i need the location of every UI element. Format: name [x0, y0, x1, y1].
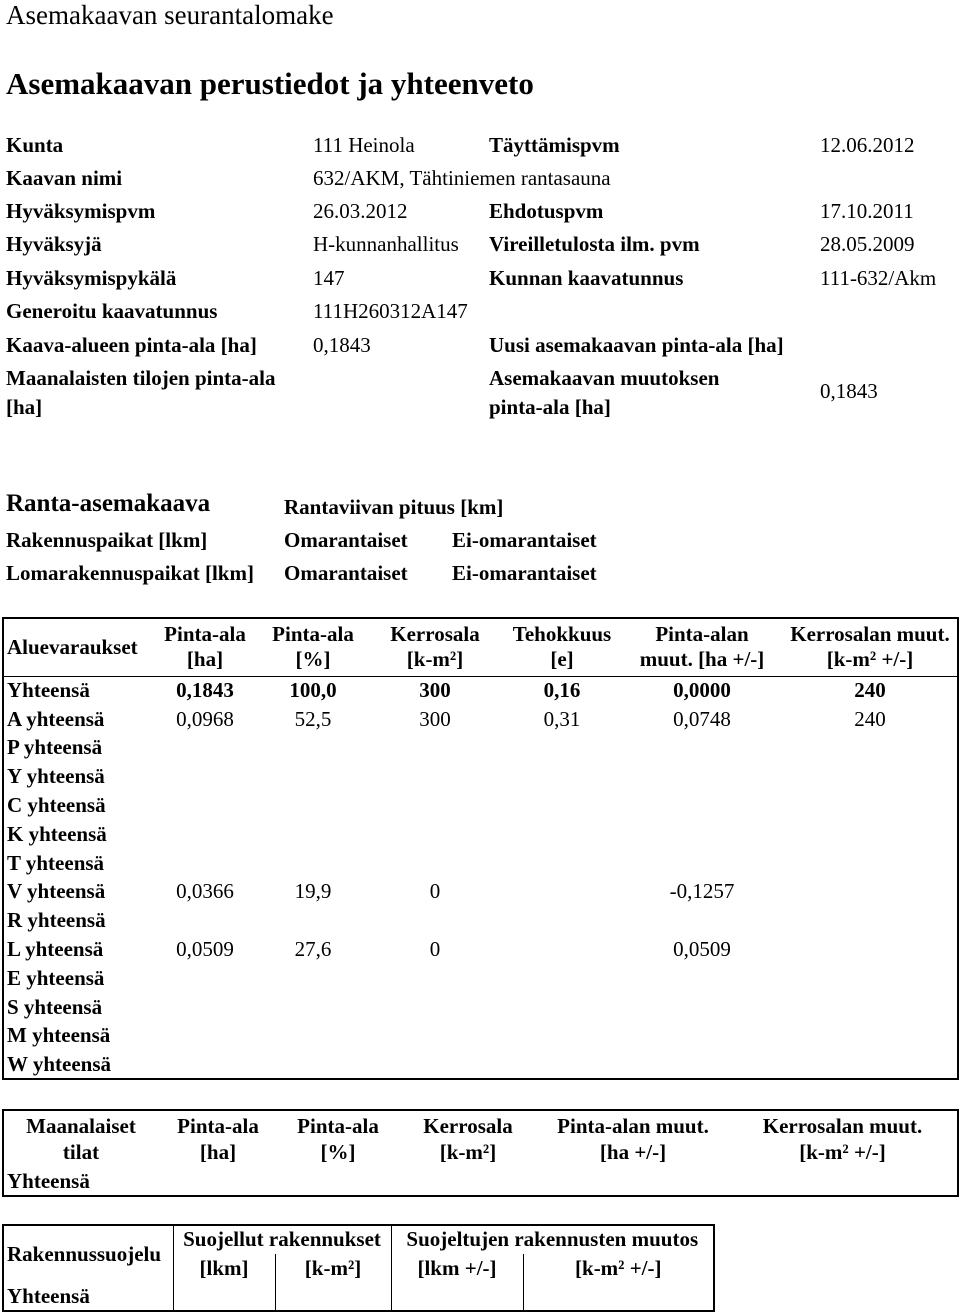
header-kerrosala [398, 1110, 538, 1168]
suojelu-total-row [3, 1283, 714, 1311]
aluevaraukset-table [2, 617, 959, 1080]
pinta-alan-muutos-cell [621, 964, 783, 993]
kerrosala-cell: 0 [429, 936, 441, 961]
pinta-ala-pct-cell: 52,5 [294, 706, 332, 731]
kerrosala-cell: 300 [419, 706, 451, 731]
tehokkuus-cell [503, 820, 621, 849]
pinta-ala-pct-cell [259, 993, 367, 1022]
pinta-alan-muutos-cell: -0,1257 [669, 879, 735, 904]
pinta-alan-muutos-cell [621, 849, 783, 878]
pinta-alan-muutos-cell [621, 820, 783, 849]
header-line2: [ha] [186, 647, 224, 672]
table-row [3, 820, 958, 849]
row-label-cell: S yhteensä [7, 994, 103, 1019]
empty-cell [278, 1168, 398, 1196]
rakennussuojelu-label: Rakennussuojelu [7, 1241, 162, 1266]
generoitu-kaavatunnus-value: 111H260312A147 [313, 299, 468, 323]
header-line2: [k-m² +/-] [799, 1139, 886, 1164]
pykala-label: Hyväksymispykälä [6, 266, 177, 290]
subheader-km2-muutos: [k-m² +/-] [523, 1254, 714, 1283]
row-label-cell: L yhteensä [7, 936, 104, 961]
ehdotuspvm-value: 17.10.2011 [820, 199, 914, 223]
table-row [3, 935, 958, 964]
kerrosala-cell [367, 1050, 503, 1079]
pinta-ala-pct-cell [259, 906, 367, 935]
row-label-cell: T yhteensä [7, 850, 105, 875]
pykala-value: 147 [313, 266, 345, 290]
kaavan-nimi-value: 632/AKM, Tähtiniemen rantasauna [313, 166, 611, 190]
tehokkuus-cell [503, 734, 621, 763]
lomarakennuspaikat-label: Lomarakennuspaikat [lkm] [6, 561, 254, 585]
empty-cell [523, 1283, 714, 1311]
hyvaksymispvm-label: Hyväksymispvm [6, 199, 156, 223]
kunnan-kaavatunnus-label: Kunnan kaavatunnus [489, 266, 684, 290]
section-title: Asemakaavan perustiedot ja yhteenveto [6, 66, 534, 101]
header-kerrosalan-muutos [783, 618, 958, 676]
header-line1: Pinta-ala [272, 622, 354, 647]
pinta-ala-pct-cell [259, 849, 367, 878]
header-line1: Pinta-alan muut. [557, 1114, 709, 1139]
subheader-lkm: [lkm] [173, 1254, 275, 1283]
row-label-cell: V yhteensä [7, 879, 106, 904]
aluevaraukset-header-row [3, 618, 958, 676]
kerrosalan-muutos-cell [783, 849, 958, 878]
hyvaksyja-label: Hyväksyjä [6, 232, 102, 256]
header-pinta-ala-ha [158, 1110, 278, 1168]
pinta-ala-pct-cell: 100,0 [289, 678, 337, 703]
table-row [3, 993, 958, 1022]
kerrosalan-muutos-cell [783, 1022, 958, 1051]
empty-cell [398, 1168, 538, 1196]
kerrosalan-muutos-cell [783, 762, 958, 791]
header-line2: [%] [295, 647, 331, 672]
empty-cell [158, 1168, 278, 1196]
header-line2: [k-m² +/-] [826, 647, 914, 672]
pinta-ala-ha-cell [151, 849, 259, 878]
header-line2: [ha] [199, 1139, 237, 1164]
kerrosala-cell [367, 762, 503, 791]
empty-cell [275, 1283, 391, 1311]
pinta-ala-ha-cell [151, 964, 259, 993]
pinta-ala-ha-cell [151, 791, 259, 820]
header-line2: [%] [320, 1139, 356, 1164]
kerrosala-cell: 300 [419, 678, 451, 703]
tehokkuus-cell [503, 906, 621, 935]
tehokkuus-cell [503, 1050, 621, 1079]
maanalaiset-total-label: Yhteensä [7, 1168, 90, 1193]
kerrosalan-muutos-cell [783, 1050, 958, 1079]
kerrosala-cell [367, 964, 503, 993]
pinta-ala-ha-cell: 0,0366 [176, 879, 234, 904]
row-label-cell: A yhteensä [7, 706, 105, 731]
maanalaisten-label-line1: Maanalaisten tilojen pinta-ala [6, 366, 276, 390]
tehokkuus-cell [503, 878, 621, 907]
kerrosala-cell [367, 906, 503, 935]
vireilletulo-value: 28.05.2009 [820, 232, 915, 256]
subheader-km2: [k-m²] [275, 1254, 391, 1283]
maanalaiset-total-row [3, 1168, 958, 1196]
empty-cell [391, 1283, 523, 1311]
pinta-ala-pct-cell: 19,9 [294, 879, 332, 904]
table-row [3, 1022, 958, 1051]
lomarakennuspaikat-omarantaiset: Omarantaiset [284, 561, 408, 585]
tehokkuus-cell [503, 1022, 621, 1051]
pinta-alan-muutos-cell: 0,0748 [673, 706, 731, 731]
header-line2: muut. [ha +/-] [639, 647, 765, 672]
header-line1: Pinta-ala [177, 1114, 259, 1139]
header-line1: Kerrosala [423, 1114, 513, 1139]
row-label-cell: P yhteensä [7, 735, 103, 760]
kerrosala-cell: 0 [429, 879, 441, 904]
row-label-cell: Yhteensä [7, 678, 90, 703]
tehokkuus-cell: 0,31 [543, 706, 581, 731]
pinta-ala-ha-cell [151, 734, 259, 763]
table-row [3, 705, 958, 734]
pinta-ala-ha-cell [151, 1050, 259, 1079]
table-row [3, 762, 958, 791]
kerrosala-cell [367, 734, 503, 763]
kerrosalan-muutos-cell [783, 993, 958, 1022]
pinta-alan-muutos-cell [621, 762, 783, 791]
header-line2: tilat [62, 1139, 100, 1164]
kaava-alue-pinta-ala-value: 0,1843 [313, 333, 371, 357]
row-label-cell: M yhteensä [7, 1023, 111, 1048]
row-label-cell: R yhteensä [7, 908, 106, 933]
ranta-title: Ranta-asemakaava [6, 490, 211, 517]
kerrosalan-muutos-cell [783, 935, 958, 964]
pinta-ala-ha-cell [151, 1022, 259, 1051]
table-row [3, 791, 958, 820]
kunnan-kaavatunnus-value: 111-632/Akm [820, 266, 937, 290]
kerrosalan-muutos-cell [783, 878, 958, 907]
table-row [3, 964, 958, 993]
header-line1: Pinta-ala [297, 1114, 379, 1139]
header-line1: Kerrosalan muut. [762, 1114, 923, 1139]
pinta-alan-muutos-cell [621, 1022, 783, 1051]
pinta-ala-pct-cell [259, 820, 367, 849]
rakennuspaikat-ei-omarantaiset: Ei-omarantaiset [452, 528, 597, 552]
table-row [3, 676, 958, 705]
subheader-lkm-muutos: [lkm +/-] [391, 1254, 523, 1283]
maanalaiset-tilat-table [2, 1109, 959, 1197]
pinta-ala-ha-cell [151, 762, 259, 791]
kerrosalan-muutos-cell: 240 [854, 706, 886, 731]
tayttamispvm-value: 12.06.2012 [820, 133, 915, 157]
tehokkuus-cell [503, 935, 621, 964]
pinta-alan-muutos-cell [621, 906, 783, 935]
header-line1: Pinta-alan [655, 622, 749, 647]
pinta-ala-ha-cell [151, 820, 259, 849]
kaavan-nimi-label: Kaavan nimi [6, 166, 123, 190]
table-row [3, 1050, 958, 1079]
table-row [3, 734, 958, 763]
suojellut-rakennukset-header: Suojellut rakennukset [173, 1225, 391, 1254]
muutos-pinta-ala-label-line1: Asemakaavan muutoksen [489, 366, 720, 390]
header-line1: Tehokkuus [512, 622, 612, 647]
row-label-cell: E yhteensä [7, 965, 105, 990]
rakennuspaikat-omarantaiset: Omarantaiset [284, 528, 408, 552]
table-row [3, 878, 958, 907]
muutos-pinta-ala-label-line2: pinta-ala [ha] [489, 395, 611, 419]
kunta-value: 111 Heinola [313, 133, 415, 157]
maanalaisten-label-line2: [ha] [6, 395, 43, 419]
rakennussuojelu-table [2, 1224, 715, 1312]
vireilletulo-label: Vireilletulosta ilm. pvm [489, 232, 700, 256]
rantaviiva-label: Rantaviivan pituus [km] [284, 495, 504, 519]
header-pinta-ala-pct [278, 1110, 398, 1168]
header-line1: Pinta-ala [164, 622, 246, 647]
header-maanalaiset-tilat [3, 1110, 158, 1168]
tehokkuus-cell [503, 964, 621, 993]
hyvaksyja-value: H-kunnanhallitus [313, 232, 459, 256]
tehokkuus-cell [503, 762, 621, 791]
empty-cell [728, 1168, 958, 1196]
header-pinta-alan-muutos [538, 1110, 728, 1168]
kerrosala-cell [367, 820, 503, 849]
header-line1: Maanalaiset [26, 1114, 136, 1139]
header-aluevaraukset-text: Aluevaraukset [7, 634, 138, 659]
pinta-alan-muutos-cell [621, 993, 783, 1022]
header-line2: [k-m²] [406, 647, 464, 672]
table-row [3, 906, 958, 935]
header-pinta-ala-pct [259, 618, 367, 676]
pinta-ala-ha-cell: 0,0509 [176, 936, 234, 961]
tayttamispvm-label: Täyttämispvm [489, 133, 620, 157]
pinta-ala-ha-cell [151, 993, 259, 1022]
ehdotuspvm-label: Ehdotuspvm [489, 199, 604, 223]
kunta-label: Kunta [6, 133, 64, 157]
maanalaiset-header-row [3, 1110, 958, 1168]
header-kerrosala [367, 618, 503, 676]
row-label-cell: Y yhteensä [7, 764, 105, 789]
form-title: Asemakaavan seurantalomake [6, 0, 334, 30]
header-pinta-alan-muutos [621, 618, 783, 676]
header-tehokkuus [503, 618, 621, 676]
pinta-ala-ha-cell [151, 906, 259, 935]
rakennuspaikat-label: Rakennuspaikat [lkm] [6, 528, 208, 552]
header-aluevaraukset [3, 618, 151, 676]
suojelu-total-label: Yhteensä [7, 1283, 90, 1308]
pinta-ala-pct-cell [259, 964, 367, 993]
tehokkuus-cell: 0,16 [543, 678, 581, 703]
pinta-ala-pct-cell [259, 734, 367, 763]
pinta-ala-pct-cell [259, 1050, 367, 1079]
kerrosalan-muutos-cell [783, 791, 958, 820]
header-line2: [e] [550, 647, 574, 672]
header-pinta-ala-ha [151, 618, 259, 676]
kerrosala-cell [367, 993, 503, 1022]
empty-cell [173, 1283, 275, 1311]
kerrosala-cell [367, 791, 503, 820]
kerrosalan-muutos-cell: 240 [854, 678, 886, 703]
header-line1: Kerrosalan muut. [790, 622, 950, 647]
tehokkuus-cell [503, 849, 621, 878]
muutos-pinta-ala-value: 0,1843 [820, 379, 878, 403]
pinta-ala-pct-cell [259, 791, 367, 820]
table-row [3, 849, 958, 878]
header-line2: [ha +/-] [599, 1139, 667, 1164]
hyvaksymispvm-value: 26.03.2012 [313, 199, 408, 223]
uusi-pinta-ala-label: Uusi asemakaavan pinta-ala [ha] [489, 333, 784, 357]
pinta-ala-pct-cell [259, 1022, 367, 1051]
pinta-alan-muutos-cell: 0,0000 [673, 678, 731, 703]
lomarakennuspaikat-ei-omarantaiset: Ei-omarantaiset [452, 561, 597, 585]
kerrosalan-muutos-cell [783, 734, 958, 763]
row-label-cell: C yhteensä [7, 792, 106, 817]
pinta-ala-pct-cell [259, 762, 367, 791]
pinta-ala-pct-cell: 27,6 [294, 936, 332, 961]
header-line1: Kerrosala [390, 622, 480, 647]
kerrosala-cell [367, 1022, 503, 1051]
kerrosala-cell [367, 849, 503, 878]
pinta-ala-ha-cell: 0,1843 [176, 678, 234, 703]
pinta-alan-muutos-cell: 0,0509 [673, 936, 731, 961]
suojelu-header-row-1 [3, 1225, 714, 1254]
suojeltujen-muutos-header: Suojeltujen rakennusten muutos [391, 1225, 714, 1254]
header-line2: [k-m²] [439, 1139, 497, 1164]
pinta-ala-ha-cell: 0,0968 [176, 706, 234, 731]
pinta-alan-muutos-cell [621, 791, 783, 820]
tehokkuus-cell [503, 993, 621, 1022]
kerrosalan-muutos-cell [783, 906, 958, 935]
empty-cell [538, 1168, 728, 1196]
row-label-cell: K yhteensä [7, 821, 107, 846]
generoitu-kaavatunnus-label: Generoitu kaavatunnus [6, 299, 218, 323]
kaava-alue-pinta-ala-label: Kaava-alueen pinta-ala [ha] [6, 333, 257, 357]
header-kerrosalan-muutos [728, 1110, 958, 1168]
pinta-alan-muutos-cell [621, 734, 783, 763]
tehokkuus-cell [503, 791, 621, 820]
kerrosalan-muutos-cell [783, 820, 958, 849]
row-label-cell: W yhteensä [7, 1051, 112, 1076]
pinta-alan-muutos-cell [621, 1050, 783, 1079]
kerrosalan-muutos-cell [783, 964, 958, 993]
